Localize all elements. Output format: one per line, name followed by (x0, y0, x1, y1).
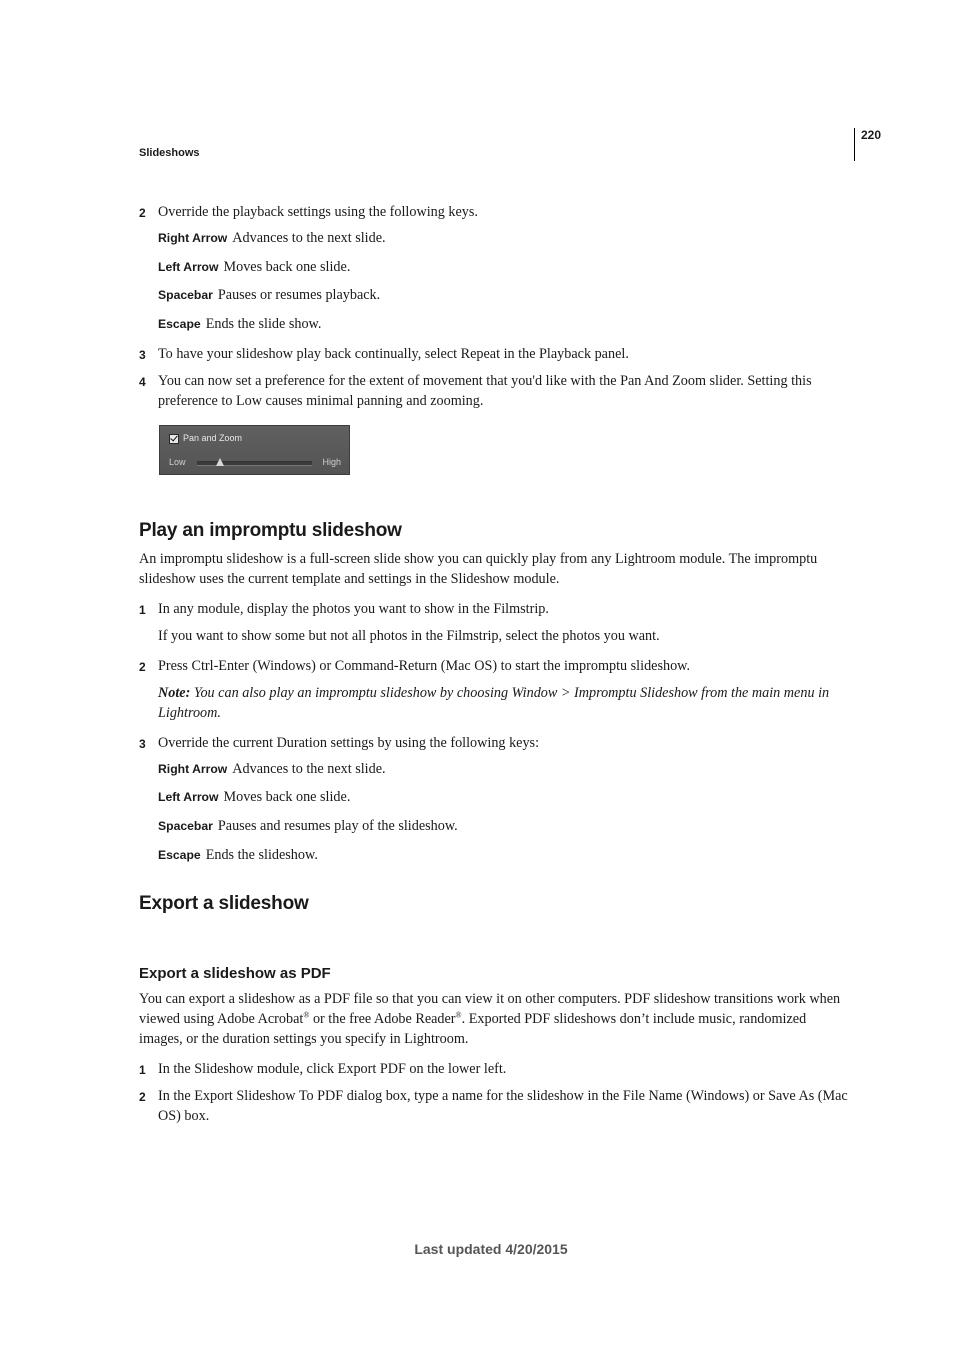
pan-and-zoom-checkbox[interactable] (169, 434, 179, 444)
key-desc: Moves back one slide. (223, 259, 351, 275)
export-step-2: 2 In the Export Slideshow To PDF dialog box, type a name for the slideshow in the File Name (Windows) or Save As (Mac OS) box. (139, 1086, 851, 1126)
key-name: Escape (158, 317, 201, 331)
key-desc: Ends the slideshow. (205, 847, 318, 863)
impromptu-step-1-sub: If you want to show some but not all photos in the Filmstrip, select the photos you want. (158, 628, 660, 644)
step-4-pan-zoom: 4 You can now set a preference for the extent of movement that you'd like with the Pan And Zoom slider. Setting this preference to Low causes minimal panning and zooming. (139, 371, 851, 411)
step-text: Override the current Duration settings by using the following keys: (158, 735, 540, 751)
key-name: Left Arrow (158, 790, 219, 804)
step-text: To have your slideshow play back continually, select Repeat in the Playback panel. (158, 346, 629, 362)
key-row (158, 787, 851, 807)
key-desc: Pauses or resumes playback. (217, 287, 381, 303)
step-3-repeat: 3 To have your slideshow play back continually, select Repeat in the Playback panel. (139, 344, 851, 364)
key-row (158, 228, 851, 248)
key-row (158, 816, 851, 836)
heading-export-slideshow-pdf: Export a slideshow as PDF (139, 965, 331, 982)
key-row (158, 759, 851, 779)
key-desc: Pauses and resumes play of the slideshow. (217, 818, 458, 834)
pan-zoom-slider-track[interactable] (197, 461, 312, 466)
page-number-rule (854, 128, 855, 161)
impromptu-step-1: 1 In any module, display the photos you want to show in the Filmstrip. (139, 599, 851, 619)
key-name: Spacebar (158, 819, 213, 833)
key-desc: Moves back one slide. (223, 789, 351, 805)
key-row (158, 285, 851, 305)
pan-zoom-slider-thumb[interactable] (216, 458, 224, 466)
key-row (158, 845, 851, 865)
step-2-playback: 2 Override the playback settings using the following keys. (139, 202, 851, 222)
key-name: Right Arrow (158, 762, 228, 776)
note-label: Note: (158, 685, 191, 701)
footer-last-updated: Last updated 4/20/2015 (414, 1241, 568, 1257)
step-text: In the Export Slideshow To PDF dialog box, type a name for the slideshow in the File Name (Windows) or Save As (Mac OS) box. (158, 1088, 848, 1124)
heading-play-impromptu-slideshow: Play an impromptu slideshow (139, 520, 402, 541)
key-name: Escape (158, 848, 201, 862)
export-step-1: 1 In the Slideshow module, click Export PDF on the lower left. (139, 1059, 851, 1079)
key-name: Right Arrow (158, 231, 228, 245)
pan-and-zoom-label: Pan and Zoom (183, 433, 243, 443)
impromptu-step-3: 3 Override the current Duration settings by using the following keys: (139, 733, 851, 753)
key-name: Spacebar (158, 288, 213, 302)
impromptu-step-2: 2 Press Ctrl-Enter (Windows) or Command-Return (Mac OS) to start the impromptu slideshow. (139, 656, 851, 676)
impromptu-note (158, 683, 851, 723)
step-text: You can now set a preference for the extent of movement that you'd like with the Pan And Zoom slider. Setting this preference to Low causes minimal panning and zooming. (158, 373, 812, 409)
slider-low-label: Low (169, 457, 186, 467)
step-text: Press Ctrl-Enter (Windows) or Command-Return (Mac OS) to start the impromptu slideshow. (158, 658, 691, 674)
note-text: You can also play an impromptu slideshow by choosing Window > Impromptu Slideshow from the main menu in Lightroom. (158, 685, 830, 721)
step-text: In the Slideshow module, click Export PDF on the lower left. (158, 1061, 507, 1077)
key-row (158, 314, 851, 334)
export-intro: You can export a slideshow as a PDF file so that you can view it on other computers. PDF slideshow transitions work when viewed using Adobe Acrobat® or the free Adobe Reader®. Exported PDF slideshows don’t include music, randomized images, or the duration settings you specify in Lightroom. (139, 991, 841, 1047)
key-desc: Ends the slide show. (205, 316, 322, 332)
page-number: 220 (861, 128, 882, 142)
slider-high-label: High (322, 457, 341, 467)
step-text: Override the playback settings using the following keys. (158, 204, 478, 220)
heading-export-slideshow: Export a slideshow (139, 893, 309, 914)
key-desc: Advances to the next slide. (232, 761, 386, 777)
pan-and-zoom-panel (159, 425, 350, 475)
key-desc: Advances to the next slide. (232, 230, 386, 246)
running-head: Slideshows (139, 147, 200, 159)
key-row (158, 257, 851, 277)
impromptu-intro: An impromptu slideshow is a full-screen slide show you can quickly play from any Lightroom module. The impromptu slideshow uses the current template and settings in the Slideshow module. (139, 551, 818, 587)
key-name: Left Arrow (158, 260, 219, 274)
step-text: In any module, display the photos you want to show in the Filmstrip. (158, 601, 549, 617)
